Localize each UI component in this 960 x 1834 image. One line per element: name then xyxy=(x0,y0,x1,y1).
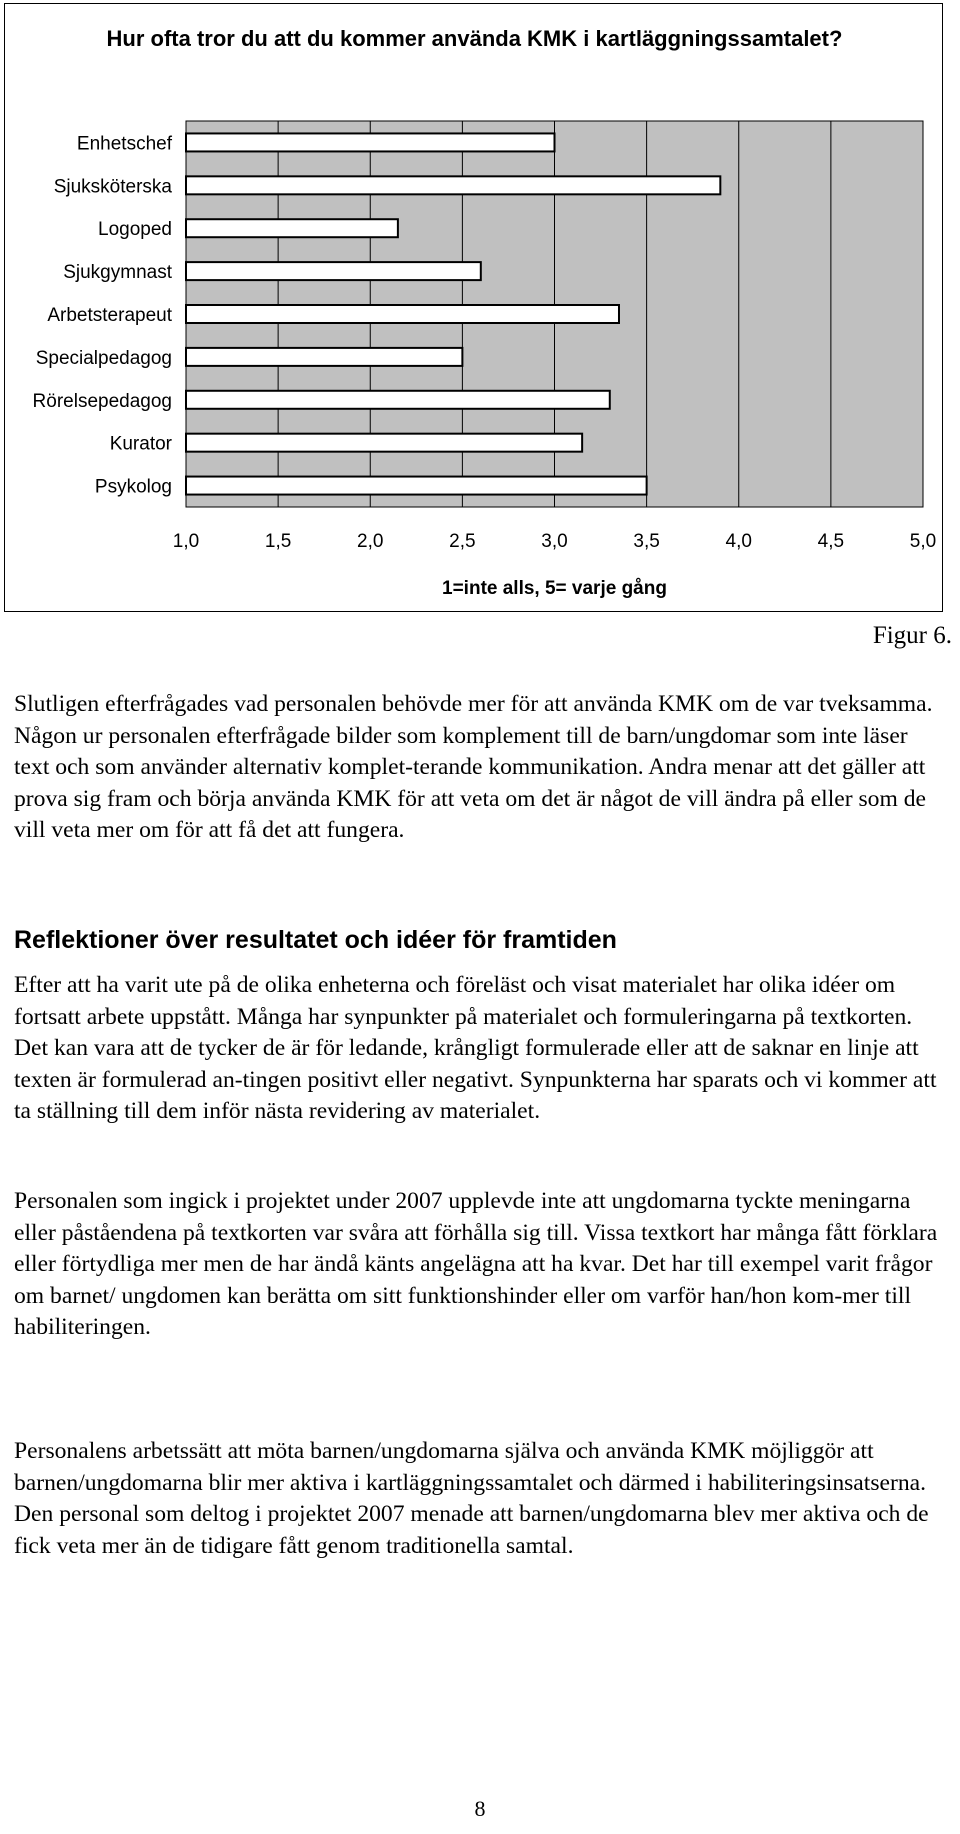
bar xyxy=(186,176,720,194)
bar xyxy=(186,133,555,151)
bar xyxy=(186,305,619,323)
category-label: Psykolog xyxy=(94,476,172,498)
x-tick-label: 1,5 xyxy=(264,531,292,552)
section-heading: Reflektioner över resultatet och idéer för framtiden xyxy=(14,926,617,954)
bar-chart-frame xyxy=(4,3,943,612)
category-label: Logoped xyxy=(98,219,172,241)
x-tick-label: 4,5 xyxy=(817,531,845,552)
category-label: Kurator xyxy=(109,433,172,455)
x-tick-label: 4,0 xyxy=(725,531,752,552)
x-tick-label: 3,0 xyxy=(541,531,568,552)
x-axis-label: 1=inte alls, 5= varje gång xyxy=(442,578,667,599)
category-label: Sjukgymnast xyxy=(63,262,172,284)
paragraph-3: Personalen som ingick i projektet under 2007 upplevde inte att ungdomarna tyckte meningarna eller påståendena på textkorten var svåra att förhålla sig till. Vissa textkort har många fått förklara eller förtydliga mer men de har ändå känts angelägna att ha kvar. Det har till exempel varit frågor om barnet/ ungdomen kan berätta om sitt funktionshinder eller om varför han/hon kom-mer till habiliteringen. xyxy=(14,1188,938,1340)
category-label: Enhetschef xyxy=(76,133,172,155)
x-tick-label: 2,5 xyxy=(449,531,476,552)
category-label: Specialpedagog xyxy=(35,347,172,369)
bar xyxy=(186,348,462,366)
x-tick-label: 5,0 xyxy=(909,531,937,552)
paragraph-1: Slutligen efterfrågades vad personalen behövde mer för att använda KMK om de var tveksamma. Någon ur personalen efterfrågade bilder som komplement till de barn/ungdomar som inte läser text och som använder alternativ komplet-terande kommunikation. Andra menar att det gäller att prova sig fram och börja använda KMK för att veta om det är något de vill ändra på eller som de vill veta mer om för att få det att fungera. xyxy=(14,691,933,843)
x-tick-label: 2,0 xyxy=(357,531,384,552)
x-tick-label: 1,0 xyxy=(172,531,200,552)
bar xyxy=(186,477,647,495)
page-number: 8 xyxy=(474,1796,486,1821)
chart-title: Hur ofta tror du att du kommer använda KMK i kartläggningssamtalet? xyxy=(106,26,843,51)
x-tick-label: 3,5 xyxy=(633,531,660,552)
bar xyxy=(186,262,481,280)
paragraph-2: Efter att ha varit ute på de olika enheterna och föreläst och visat materialet har olika idéer om fortsatt arbete uppstått. Många har synpunkter på materialet och formuleringarna på textkorten. Det kan vara att de tycker de är för ledande, krångligt formulerade eller att de saknar en linje att texten är formulerad an-tingen positivt eller negativt. Synpunkterna har sparats och vi kommer att ta ställning till dem inför nästa revidering av materialet. xyxy=(14,972,937,1124)
bar xyxy=(186,434,582,452)
category-label: Rörelsepedagog xyxy=(32,390,172,412)
category-label: Sjuksköterska xyxy=(53,176,172,198)
bar-chart xyxy=(5,4,944,613)
paragraph-4: Personalens arbetssätt att möta barnen/ungdomarna själva och använda KMK möjliggör att barnen/ungdomarna blir mer aktiva i kartläggningssamtalet och därmed i habiliteringsinsatserna. Den personal som deltog i projektet 2007 menade att barnen/ungdomarna blev mer aktiva och de fick veta mer än de tidigare fått genom traditionella samtal. xyxy=(14,1438,929,1559)
bar xyxy=(186,391,610,409)
bar xyxy=(186,219,398,237)
figure-caption: Figur 6. xyxy=(872,622,952,649)
category-label: Arbetsterapeut xyxy=(47,305,172,326)
